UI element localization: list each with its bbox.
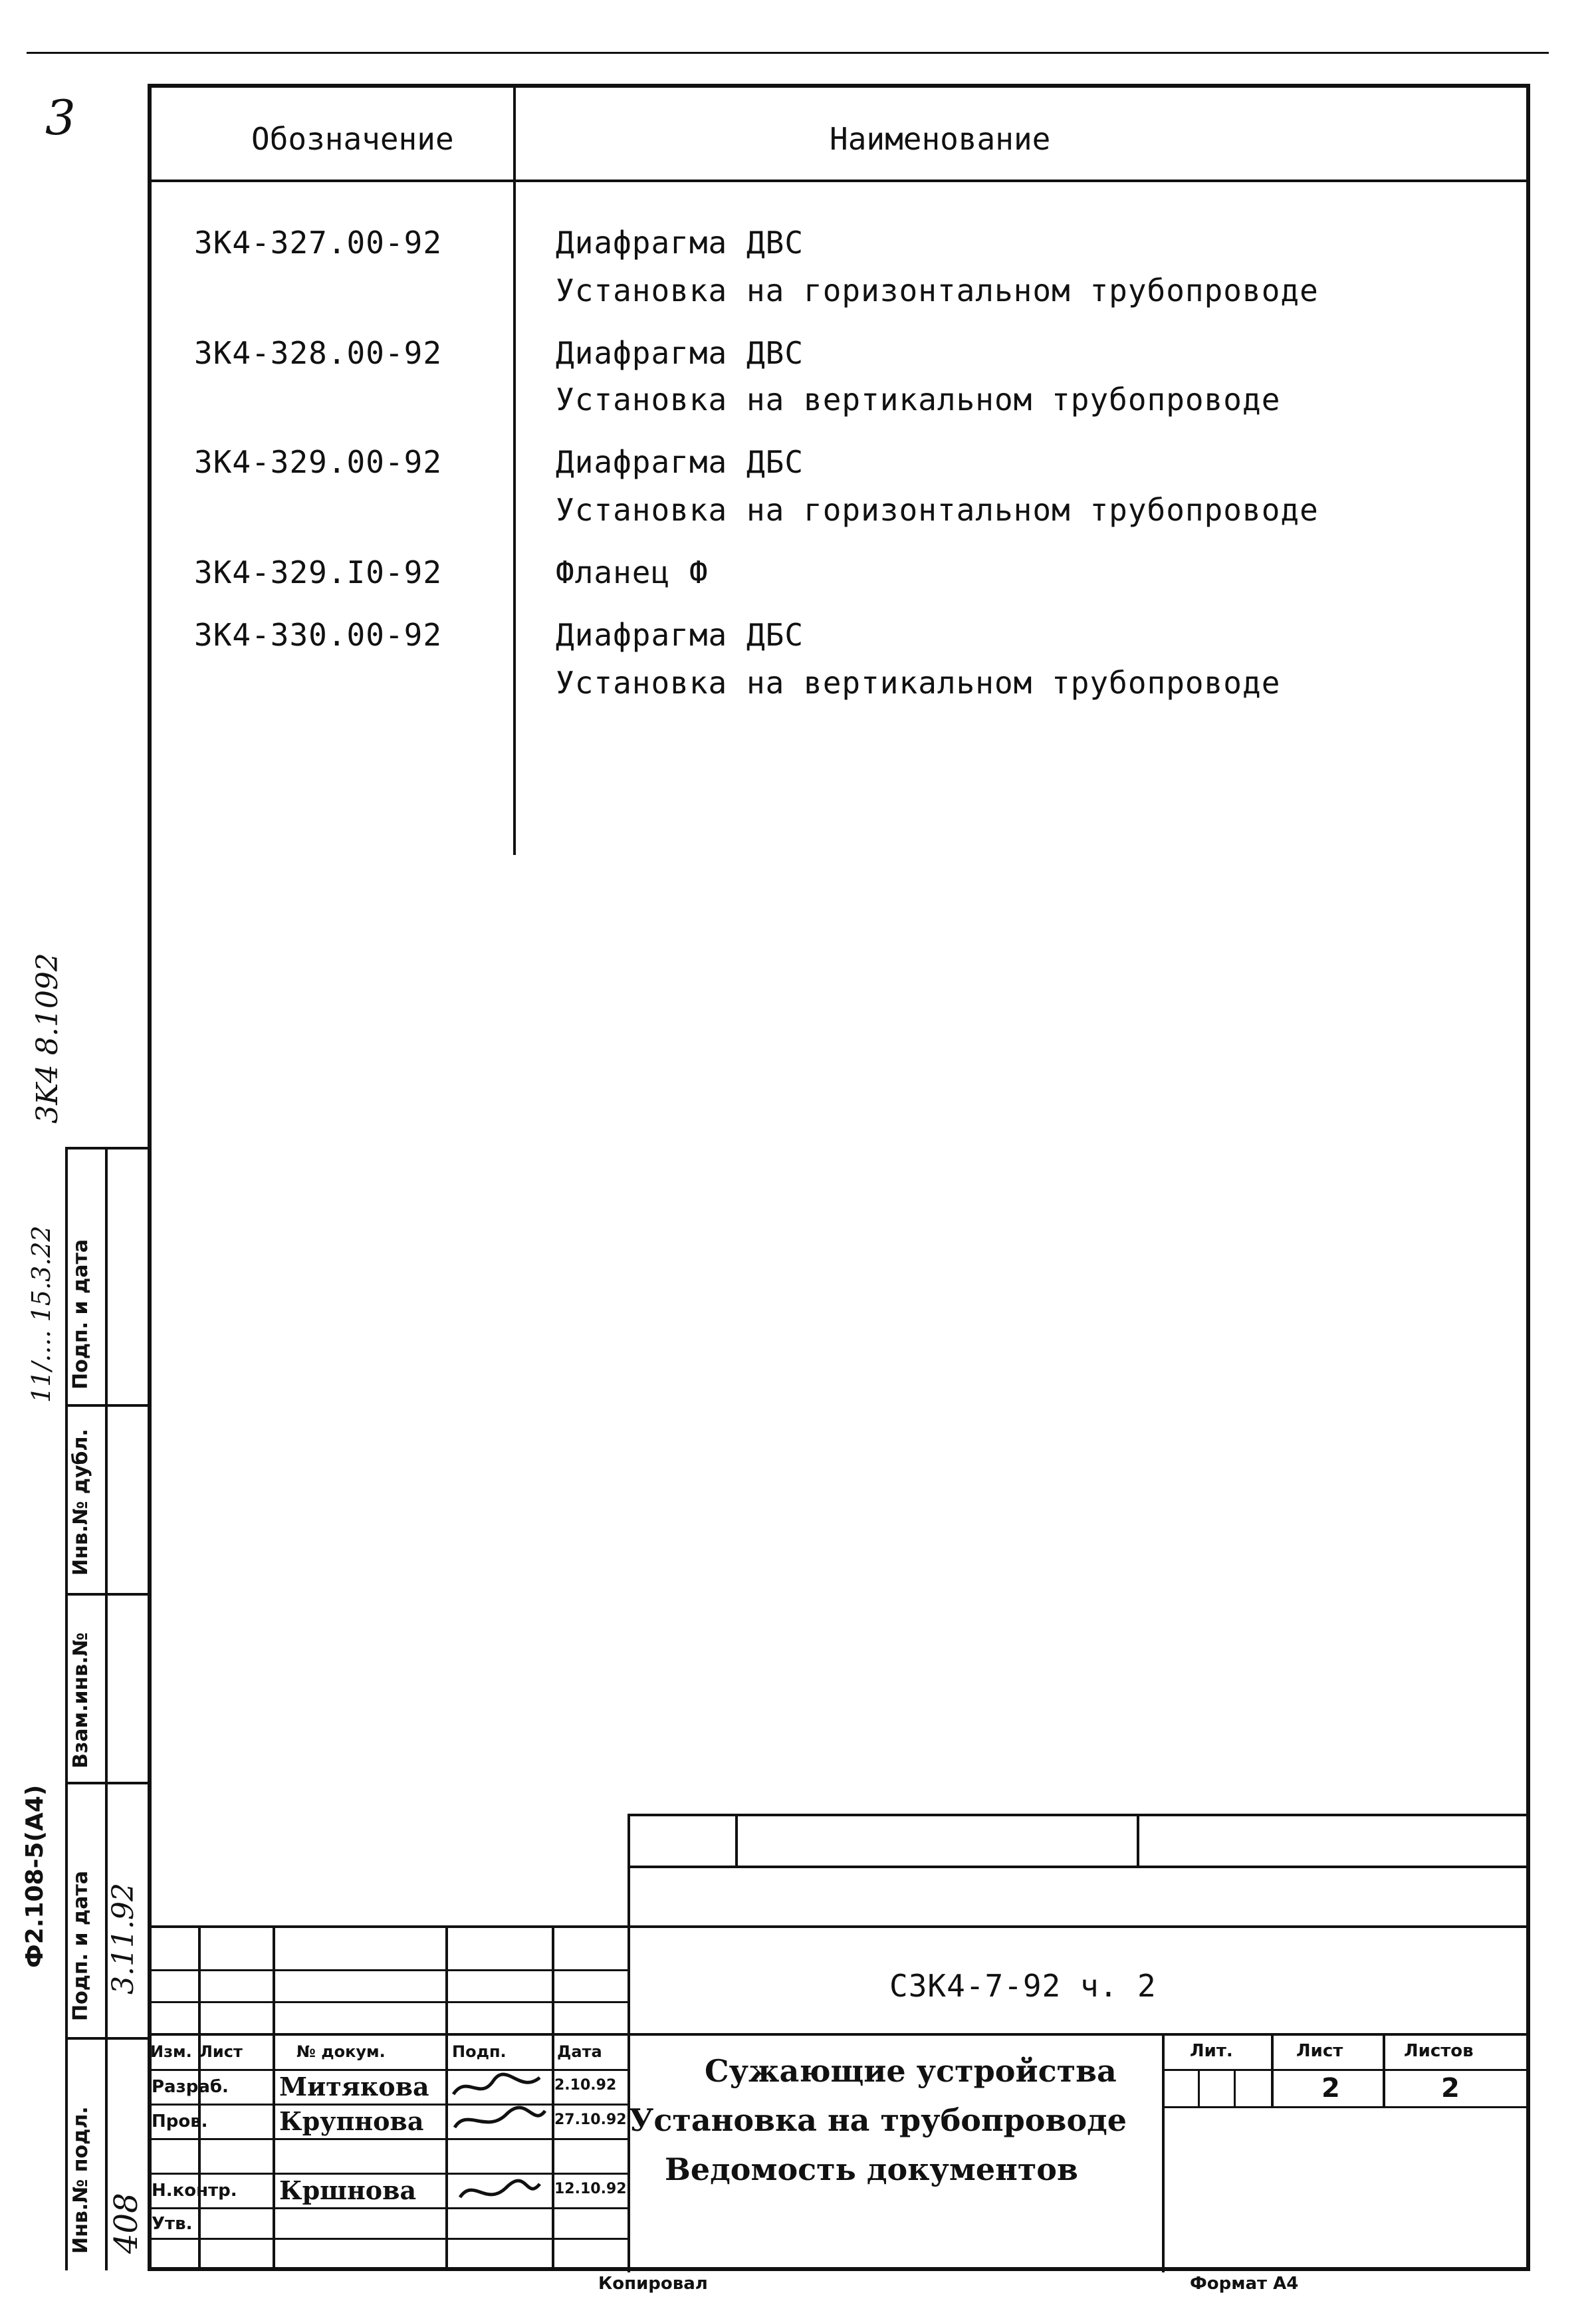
side-label: Взам.инв.№ xyxy=(69,1632,92,1768)
col-izm: Изм. xyxy=(150,2042,192,2061)
column-divider xyxy=(513,84,516,855)
tb-line xyxy=(148,2033,1530,2036)
side-label: Подп. и дата xyxy=(69,1870,92,2021)
date-handwriting: 3.11.92 xyxy=(106,1883,140,1995)
sheets-value: 2 xyxy=(1441,2073,1460,2104)
tb-vline xyxy=(735,1814,738,1867)
row-code: 3K4-328.00-92 xyxy=(194,335,443,371)
page-number: 3 xyxy=(45,90,76,146)
prov-label: Пров. xyxy=(152,2112,208,2131)
prov-date: 27.10.92 xyxy=(554,2112,627,2128)
tb-line xyxy=(1162,2106,1530,2108)
col-list: Лист xyxy=(199,2042,243,2061)
signature-marks xyxy=(447,2068,550,2240)
row-name: Установка на горизонтальном трубопроводе xyxy=(556,492,1319,528)
razrab-date: 2.10.92 xyxy=(554,2077,617,2094)
lit-label: Лит. xyxy=(1190,2041,1233,2061)
tb-vline xyxy=(1234,2069,1236,2106)
col-podp: Подп. xyxy=(452,2042,507,2061)
margin-divider xyxy=(65,1782,150,1784)
prov-name: Крупнова xyxy=(279,2106,424,2136)
row-name: Фланец Ф xyxy=(556,554,709,590)
utv-label: Утв. xyxy=(152,2214,193,2234)
row-name: Диафрагма ДБС xyxy=(556,617,804,653)
tb-line xyxy=(627,1814,1530,1816)
tb-line xyxy=(148,1925,1530,1928)
nkontr-date: 12.10.92 xyxy=(554,2181,627,2197)
nkontr-name: Кршнова xyxy=(279,2175,417,2205)
tb-line xyxy=(627,1866,1530,1868)
title-line-1: Сужающие устройства xyxy=(705,2053,1117,2089)
header-divider xyxy=(148,180,1530,182)
side-label: Подп. и дата xyxy=(69,1239,92,1390)
row-name: Установка на горизонтальном трубопроводе xyxy=(556,273,1319,308)
tb-vline xyxy=(1137,1814,1139,1867)
tb-vline xyxy=(198,1925,201,2271)
razrab-name: Митякова xyxy=(279,2072,429,2102)
tb-line xyxy=(148,2001,627,2003)
doc-code: СЗК4-7-92 ч. 2 xyxy=(889,1968,1157,2004)
tb-vline xyxy=(1198,2069,1200,2106)
row-code: 3K4-327.00-92 xyxy=(194,225,443,261)
footer-copied: Копировал xyxy=(598,2274,708,2294)
row-name: Диафрагма ДВС xyxy=(556,225,804,261)
tb-vline xyxy=(552,1925,554,2271)
tb-line xyxy=(148,2173,627,2175)
margin-divider xyxy=(65,2037,150,2040)
tb-line xyxy=(148,2138,627,2140)
nkontr-label: Н.контр. xyxy=(152,2181,237,2201)
row-code: 3K4-329.I0-92 xyxy=(194,554,443,590)
tb-vline xyxy=(273,1925,275,2271)
tb-line xyxy=(148,2207,627,2209)
header-name: Наименование xyxy=(830,121,1051,157)
margin-divider xyxy=(65,1147,150,1149)
razrab-label: Разраб. xyxy=(152,2077,229,2097)
margin-divider xyxy=(65,1593,150,1596)
tb-line xyxy=(148,2104,627,2106)
sheet-value: 2 xyxy=(1321,2073,1340,2104)
tb-line xyxy=(1162,2069,1530,2071)
col-data: Дата xyxy=(557,2042,602,2061)
tb-vline xyxy=(627,1814,630,2272)
row-code: 3K4-329.00-92 xyxy=(194,444,443,480)
inv-handwriting: 408 xyxy=(108,2193,145,2254)
margin-line xyxy=(65,1147,68,2270)
row-code: 3K4-330.00-92 xyxy=(194,617,443,653)
title-line-2: Установка на трубопроводе xyxy=(629,2102,1127,2138)
sheet-label: Лист xyxy=(1296,2041,1343,2061)
footer-format: Формат А4 xyxy=(1190,2274,1299,2294)
form-code: Ф2.108-5(A4) xyxy=(21,1784,49,1968)
tb-line xyxy=(148,2238,627,2240)
col-doc: № докум. xyxy=(296,2042,386,2061)
header-designation: Обозначение xyxy=(251,121,454,157)
row-name: Установка на вертикальном трубопроводе xyxy=(556,382,1281,418)
margin-handwriting: 3K4 8.1092 xyxy=(31,953,64,1124)
side-label: Инв.№ дубл. xyxy=(69,1429,92,1576)
top-margin-line xyxy=(27,52,1549,54)
row-name: Установка на вертикальном трубопроводе xyxy=(556,665,1281,701)
title-line-3: Ведомость документов xyxy=(665,2151,1078,2187)
tb-line xyxy=(148,1969,627,1971)
margin-line xyxy=(105,1147,108,2270)
row-name: Диафрагма ДВС xyxy=(556,335,804,371)
tb-line xyxy=(148,2069,627,2071)
row-name: Диафрагма ДБС xyxy=(556,444,804,480)
side-handwriting: 11/.... 15.3.22 xyxy=(27,1225,56,1403)
side-label: Инв.№ подл. xyxy=(69,2106,92,2254)
margin-divider xyxy=(65,1404,150,1407)
sheets-label: Листов xyxy=(1404,2041,1474,2061)
